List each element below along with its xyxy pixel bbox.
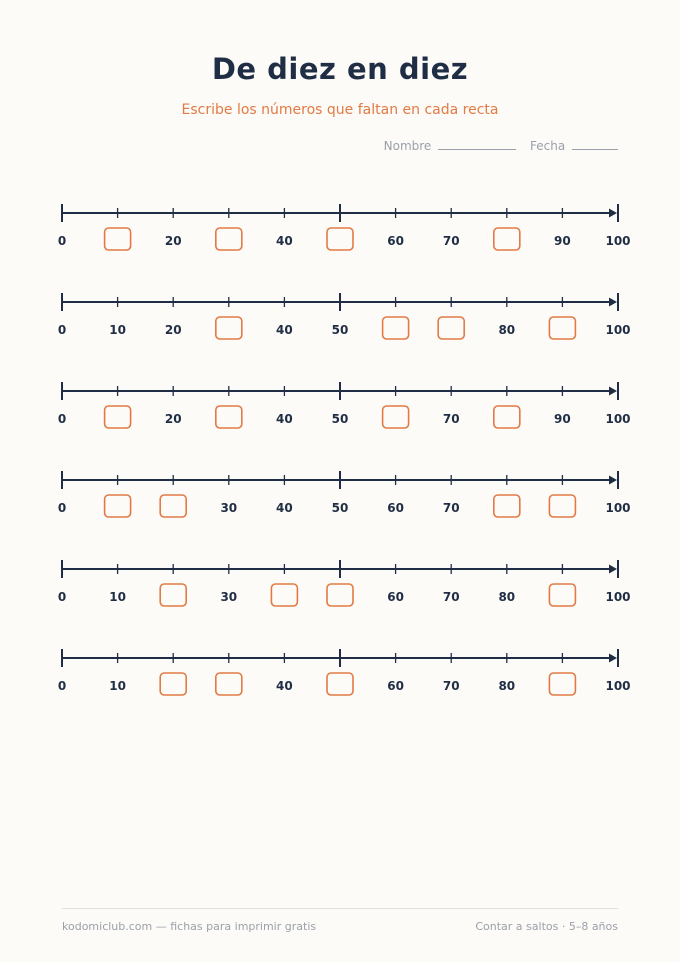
number-line-arrow <box>609 565 617 574</box>
tick-label: 0 <box>57 679 67 693</box>
answer-box[interactable] <box>216 406 242 428</box>
answer-box[interactable] <box>327 584 353 606</box>
date-label: Fecha <box>529 139 566 153</box>
tick-label: 40 <box>276 501 293 515</box>
tick-label: 70 <box>442 501 460 515</box>
tick-label: 10 <box>109 679 126 693</box>
tick-label: 20 <box>164 323 182 337</box>
answer-box[interactable] <box>105 406 131 428</box>
answer-box[interactable] <box>160 673 186 695</box>
tick-label: 100 <box>605 590 631 604</box>
tick-label: 40 <box>276 323 293 337</box>
tick-label: 0 <box>57 323 67 337</box>
footer-divider <box>62 908 618 909</box>
tick-label: 70 <box>442 412 460 426</box>
tick-label: 30 <box>220 590 238 604</box>
tick-label: 90 <box>554 412 571 426</box>
tick-label: 60 <box>387 590 404 604</box>
tick-label: 80 <box>498 323 516 337</box>
tick-label: 70 <box>442 590 460 604</box>
tick-label: 90 <box>554 234 571 248</box>
answer-box[interactable] <box>383 317 409 339</box>
tick-label: 100 <box>605 501 631 515</box>
answer-box[interactable] <box>216 673 242 695</box>
answer-box[interactable] <box>383 406 409 428</box>
footer-topic: Contar a saltos · 5–8 años <box>475 920 618 933</box>
tick-label: 60 <box>387 679 404 693</box>
tick-label: 70 <box>442 234 460 248</box>
answer-box[interactable] <box>105 495 131 517</box>
page-subtitle: Escribe los números que faltan en cada recta <box>181 102 499 118</box>
tick-label: 40 <box>276 234 293 248</box>
answer-box[interactable] <box>216 317 242 339</box>
tick-label: 20 <box>164 234 182 248</box>
tick-label: 80 <box>498 590 516 604</box>
tick-label: 10 <box>109 323 126 337</box>
number-line-arrow <box>609 209 617 218</box>
answer-box[interactable] <box>549 584 575 606</box>
page-title: De diez en diez <box>211 52 469 86</box>
answer-box[interactable] <box>271 584 297 606</box>
tick-label: 100 <box>605 323 631 337</box>
tick-label: 30 <box>220 501 238 515</box>
tick-label: 50 <box>331 323 349 337</box>
tick-label: 0 <box>57 590 67 604</box>
tick-label: 100 <box>605 679 631 693</box>
number-line-arrow <box>609 387 617 396</box>
answer-box[interactable] <box>160 584 186 606</box>
answer-box[interactable] <box>494 495 520 517</box>
answer-box[interactable] <box>494 406 520 428</box>
footer-site: kodomiclub.com — fichas para imprimir gratis <box>62 920 317 933</box>
answer-box[interactable] <box>216 228 242 250</box>
number-line-arrow <box>609 298 617 307</box>
answer-box[interactable] <box>438 317 464 339</box>
number-line-arrow <box>609 476 617 485</box>
tick-label: 60 <box>387 501 404 515</box>
tick-label: 50 <box>331 501 349 515</box>
tick-label: 40 <box>276 679 293 693</box>
tick-label: 60 <box>387 234 404 248</box>
tick-label: 100 <box>605 412 631 426</box>
answer-box[interactable] <box>327 228 353 250</box>
tick-label: 80 <box>498 679 516 693</box>
tick-label: 10 <box>109 590 126 604</box>
answer-box[interactable] <box>549 495 575 517</box>
tick-label: 70 <box>442 679 460 693</box>
tick-label: 0 <box>57 412 67 426</box>
tick-label: 40 <box>276 412 293 426</box>
name-label: Nombre <box>383 139 432 153</box>
number-line-arrow <box>609 654 617 663</box>
answer-box[interactable] <box>160 495 186 517</box>
tick-label: 0 <box>57 501 67 515</box>
answer-box[interactable] <box>327 673 353 695</box>
answer-box[interactable] <box>105 228 131 250</box>
tick-label: 0 <box>57 234 67 248</box>
tick-label: 50 <box>331 412 349 426</box>
answer-box[interactable] <box>549 317 575 339</box>
answer-box[interactable] <box>549 673 575 695</box>
answer-box[interactable] <box>494 228 520 250</box>
tick-label: 100 <box>605 234 631 248</box>
tick-label: 20 <box>164 412 182 426</box>
